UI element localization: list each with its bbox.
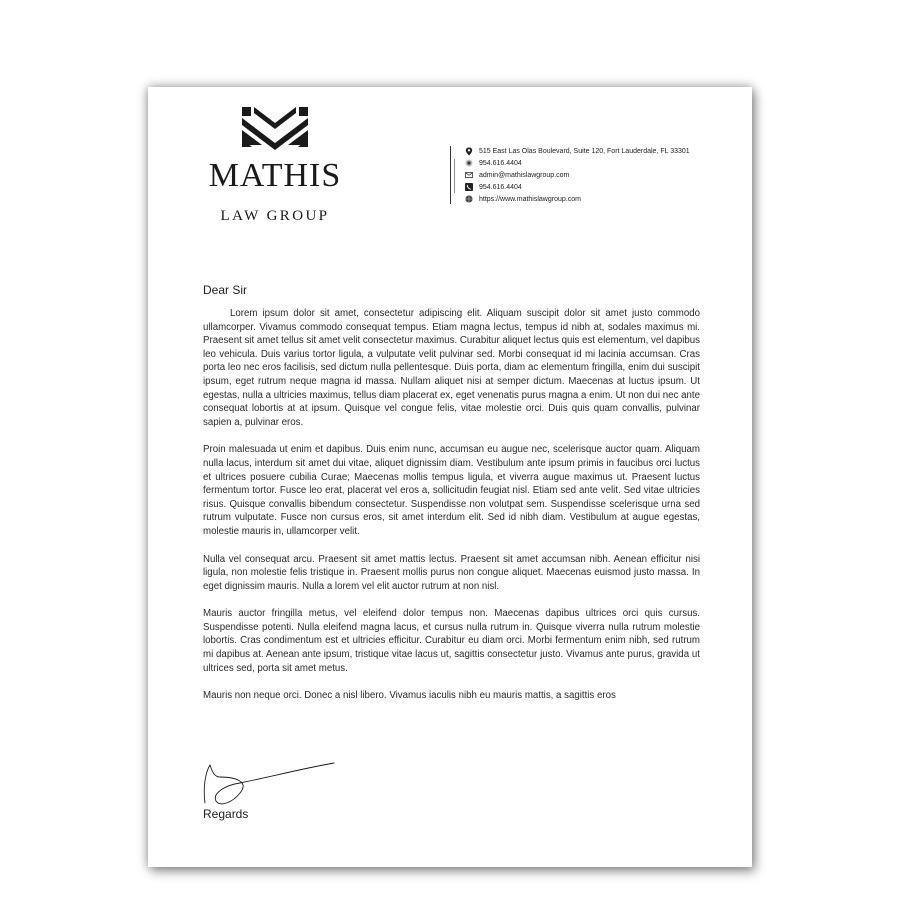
contact-block <box>464 145 744 205</box>
email-icon <box>464 171 473 180</box>
handwritten-signature-icon <box>200 759 340 814</box>
contact-address-text: 515 East Las Olas Boulevard, Suite 120, Fort Lauderdale, FL 33301 <box>479 147 690 155</box>
salutation: Dear Sir <box>203 283 248 297</box>
contact-email <box>464 169 744 181</box>
paragraph-2: Proin malesuada ut enim et dapibus. Duis enim nunc, accumsan eu augue nec, scelerisque auctor quam. Aliquam nulla lacus, interdum sit amet dui vitae, aliquet dignissim diam. Vestibulum ante ipsum primis in faucibus orci luctus et ultrices posuere cubilia Curae; Maecenas mollis tempus ligula, et viverra augue maximus ut. Praesent luctus fermentum tortor. Fusce leo erat, placerat vel eros a, sollicitudin feugiat nisl. Etiam sed ante velit. Sed vitae ultricies risus. Quisque convallis bibendum consectetur. Suspendisse non volutpat sem. Suspendisse scelerisque urna sed rutrum vulputate. Fusce non cursus eros, sit amet interdum elit. Sed id nibh diam. Vestibulum at augue egestas, molestie mauris in, ullamcorper velit. <box>203 444 700 537</box>
contact-phone-text[interactable]: 954.616.4404 <box>479 159 522 167</box>
paragraph-1: Lorem ipsum dolor sit amet, consectetur adipiscing elit. Aliquam suscipit dolor sit amet justo commodo ullamcorper. Vivamus commodo consequat tempus. Etiam magna lectus, tempus id nibh at, sodales maximus mi. Praesent sit amet tellus sit amet velit consectetur maximus. Curabitur aliquet lectus quis est elementum, vel dapibus leo vehicula. Duis varius tortor ligula, a vulputate velit pulvinar sed. Morbi consequat id mi lacinia accumsan. Cras porta leo nec eros facilisis, sed dictum nulla pellentesque. Duis porta, diam ac elementum fringilla, enim dui suscipit ipsum, eget rutrum neque magna id massa. Nullam aliquet nisi at semper dictum. Maecenas at luctus ipsum. Ut egestas, nulla a ultricies maximus, tellus diam placerat ex, eget venenatis purus magna a enim. Ut non dui nec ante consequat lobortis at at ipsum. Quisque vel congue felis, vitae molestie orci. Duis quis quam convallis, pulvinar sapien a, pulvinar eros. <box>203 308 700 428</box>
letterhead-page <box>148 87 752 867</box>
paragraph-3: Nulla vel consequat arcu. Praesent sit amet mattis lectus. Praesent sit amet accumsan nibh. Aenean efficitur nisi ligula, non molestie felis tristique in. Praesent mollis purus non congue aliquet. Maecenas euismod justo massa. In eget dignissim mauris. Nulla a lorem vel elit auctor rutrum at non nisl. <box>203 553 700 592</box>
globe-icon <box>464 195 473 204</box>
firm-name: MATHIS <box>208 157 342 194</box>
header-divider-2 <box>454 159 455 193</box>
contact-email-text[interactable]: admin@mathislawgroup.com <box>479 171 570 179</box>
paragraph-5: Mauris non neque orci. Donec a nisl libero. Vivamus iaculis nibh eu mauris mattis, a sagittis eros <box>203 690 616 702</box>
closing: Regards <box>203 807 249 821</box>
contact-website <box>464 193 744 205</box>
firm-subtitle: LAW GROUP <box>220 208 330 224</box>
letter-body <box>203 283 700 717</box>
header-divider-1 <box>450 146 451 204</box>
contact-fax-text[interactable]: 954.616.4404 <box>479 183 522 191</box>
contact-phone <box>464 157 744 169</box>
fax-icon <box>464 183 473 192</box>
mobile-icon <box>464 159 473 168</box>
mathis-monogram-logo-icon <box>240 105 310 153</box>
contact-address <box>464 145 744 157</box>
paragraph-4: Mauris auctor fringilla metus, vel eleifend dolor tempus non. Maecenas dapibus ultrices orci quis cursus. Suspendisse potenti. Nulla eleifend magna lacus, et cursus nulla rutrum in. Quisque viverra nulla rutrum molestie lobortis. Cras condimentum est et ultricies efficitur. Curabitur eu diam orci. Morbi fermentum enim nibh, sed rutrum mi dapibus at. Aenean ante ipsum, tristique vitae lacus ut, sagittis consectetur justo. Vivamus ante purus, gravida ut ultrices sed, porta sit amet metus. <box>203 608 700 674</box>
contact-website-text[interactable]: https://www.mathislawgroup.com <box>479 195 581 203</box>
location-pin-icon <box>464 147 473 156</box>
contact-fax <box>464 181 744 193</box>
